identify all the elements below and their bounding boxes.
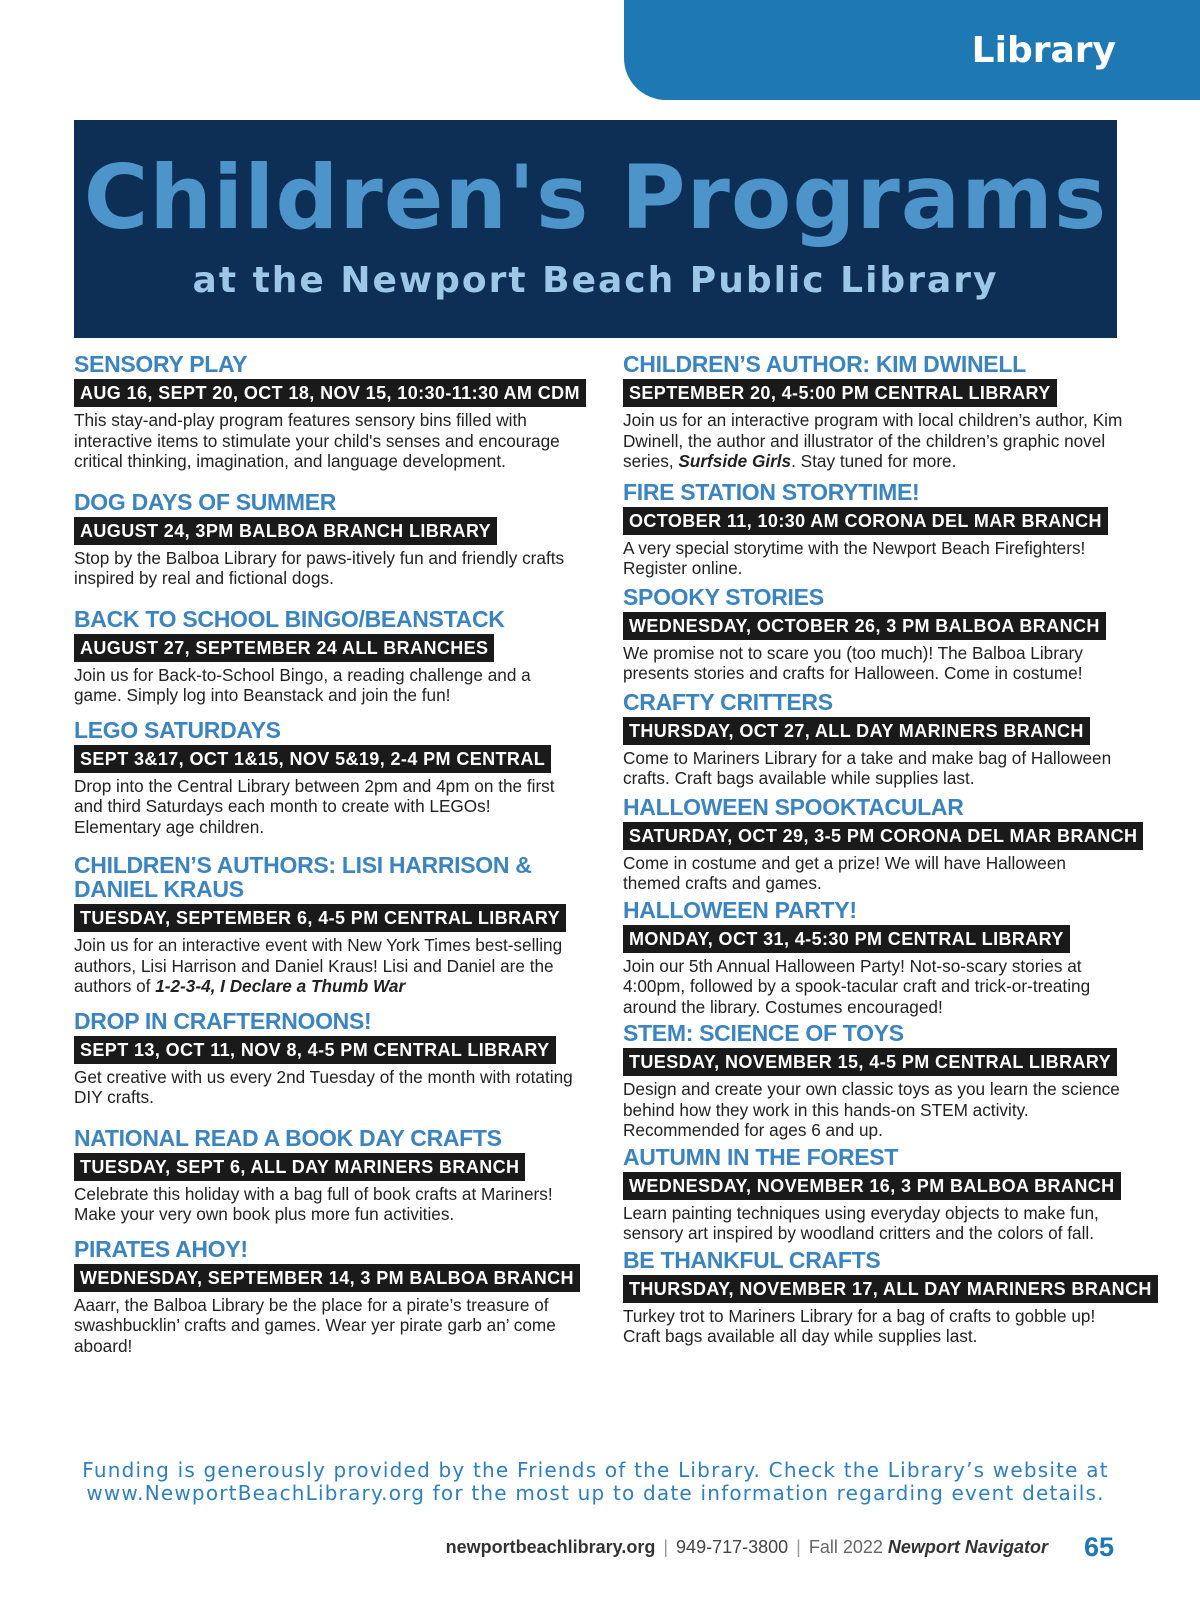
event-date-bar: AUG 16, SEPT 20, OCT 18, NOV 15, 10:30-11:30 AM CDM [74, 379, 586, 407]
event-description [623, 410, 1125, 472]
event-item [623, 1145, 1125, 1244]
event-description-tail: . Stay tuned for more. [791, 451, 957, 471]
event-item [74, 718, 576, 838]
footer-website[interactable]: newportbeachlibrary.org [445, 1537, 656, 1557]
event-description [623, 748, 1125, 789]
event-date-bar: WEDNESDAY, OCTOBER 26, 3 PM BALBOA BRANCH [623, 612, 1106, 640]
event-item [74, 1237, 576, 1357]
event-description [74, 665, 576, 706]
event-item [623, 1021, 1125, 1141]
event-date-bar: AUGUST 24, 3PM BALBOA BRANCH LIBRARY [74, 517, 497, 545]
event-description-text: Come in costume and get a prize! We will have Halloween themed crafts and games. [623, 852, 1066, 893]
event-date-bar: THURSDAY, OCT 27, ALL DAY MARINERS BRANCH [623, 717, 1090, 745]
event-item [74, 853, 576, 997]
event-description [623, 853, 1125, 894]
event-description-text: A very special storytime with the Newport Beach Firefighters! Register online. [623, 537, 1086, 578]
event-item [74, 607, 576, 706]
event-item [74, 1126, 576, 1225]
event-date-bar: WEDNESDAY, NOVEMBER 16, 3 PM BALBOA BRANCH [623, 1172, 1121, 1200]
event-description-text: Aaarr, the Balboa Library be the place for a pirate’s treasure of swashbucklin’ crafts and games. Wear yer pirate garb an’ come aboard! [74, 1294, 556, 1356]
event-item [623, 585, 1125, 684]
event-title-emphasis: 1-2-3-4, I Declare a Thumb War [155, 976, 406, 996]
event-description [74, 935, 576, 997]
event-description-text: Design and create your own classic toys as you learn the science behind how they work in this hands-on STEM activity. Recommended for ages 6 and up. [623, 1079, 1120, 1140]
event-description [623, 538, 1125, 579]
event-item [74, 1009, 576, 1108]
event-description [74, 1184, 576, 1225]
event-description-text: Stop by the Balboa Library for paws-itively fun and friendly crafts inspired by real and fictional dogs. [74, 547, 565, 588]
event-description-text: Turkey trot to Mariners Library for a bag of crafts to gobble up! Craft bags available all day while supplies last. [623, 1305, 1096, 1346]
event-item [623, 480, 1125, 579]
section-label: Library [971, 30, 1116, 71]
page-number: 65 [1083, 1532, 1114, 1562]
event-description [74, 548, 576, 589]
event-description [74, 410, 576, 472]
event-item [623, 793, 1138, 894]
event-date-bar: TUESDAY, NOVEMBER 15, 4-5 PM CENTRAL LIBRARY [623, 1048, 1117, 1076]
event-title: DOG DAYS OF SUMMER [74, 488, 337, 515]
event-title: AUTUMN IN THE FOREST [623, 1143, 899, 1170]
event-description [74, 776, 576, 838]
event-title: STEM: SCIENCE OF TOYS [623, 1020, 904, 1046]
section-tab [624, 0, 1200, 100]
footer-season: Fall 2022 [808, 1537, 883, 1557]
event-description [623, 956, 1125, 1018]
event-description-text: Celebrate this holiday with a bag full of book crafts at Mariners! Make your very own book plus more fun activities. [74, 1183, 553, 1224]
banner-subtitle: at the Newport Beach Public Library [192, 260, 999, 301]
event-description-text: Get creative with us every 2nd Tuesday of the month with rotating DIY crafts. [74, 1066, 573, 1107]
event-item [623, 898, 1125, 1018]
event-description-text: Join us for an interactive program with local children’s author, Kim Dwinell, the author and illustrator of the children’s graphic novel series, [623, 410, 1123, 471]
event-date-bar: MONDAY, OCT 31, 4-5:30 PM CENTRAL LIBRARY [623, 925, 1070, 953]
right-column [623, 351, 1152, 1347]
left-column [74, 351, 580, 1356]
event-description [623, 1079, 1125, 1141]
event-date-bar: SEPTEMBER 20, 4-5:00 PM CENTRAL LIBRARY [623, 379, 1057, 407]
funding-note: Funding is generously provided by the Friends of the Library. Check the Library’s website at www.NewportBeachLibrary.org for the most up to date information regarding event details. [82, 1458, 1109, 1505]
event-description [74, 1295, 576, 1357]
event-description-text: Join us for an interactive event with New York Times best-selling authors, Lisi Harrison and Daniel Kraus! Lisi and Daniel are the authors of [74, 935, 563, 996]
event-title: CHILDREN’S AUTHORS: LISI HARRISON & DANIEL KRAUS [74, 852, 532, 902]
event-date-bar: TUESDAY, SEPT 6, ALL DAY MARINERS BRANCH [74, 1153, 525, 1181]
event-title-emphasis: Surfside Girls [678, 451, 792, 471]
footer-phone: 949-717-3800 [676, 1537, 789, 1557]
event-title: SENSORY PLAY [74, 351, 248, 377]
event-description [623, 643, 1125, 684]
event-date-bar: OCTOBER 11, 10:30 AM CORONA DEL MAR BRANCH [623, 507, 1108, 535]
event-title: SPOOKY STORIES [623, 583, 824, 610]
event-date-bar: AUGUST 27, SEPTEMBER 24 ALL BRANCHES [74, 634, 494, 662]
event-description-text: This stay-and-play program features sensory bins filled with interactive items to stimulate your child's senses and encourage critical thinking, imagination, and language development. [74, 410, 560, 471]
event-title: CRAFTY CRITTERS [623, 688, 833, 715]
event-item [623, 1246, 1152, 1347]
event-title: PIRATES AHOY! [74, 1235, 248, 1262]
event-title: HALLOWEEN PARTY! [623, 896, 857, 923]
banner-title: Children's Programs [83, 146, 1108, 249]
event-title: DROP IN CRAFTERNOONS! [74, 1007, 372, 1034]
event-item [74, 490, 576, 589]
event-item [623, 690, 1125, 789]
footer-magazine: Newport Navigator [887, 1537, 1048, 1557]
event-description-text: Come to Mariners Library for a take and make bag of Halloween crafts. Craft bags available while supplies last. [623, 747, 1112, 788]
event-title: HALLOWEEN SPOOKTACULAR [623, 793, 964, 820]
event-description-text: Join our 5th Annual Halloween Party! Not-so-scary stories at 4:00pm, followed by a spook-tacular craft and trick-or-treating around the library. Costumes encouraged! [623, 955, 1091, 1017]
event-title: LEGO SATURDAYS [74, 716, 281, 743]
event-description-text: Join us for Back-to-School Bingo, a reading challenge and a game. Simply log into Beanstack and join the fun! [74, 664, 531, 705]
event-date-bar: TUESDAY, SEPTEMBER 6, 4-5 PM CENTRAL LIBRARY [74, 904, 566, 932]
event-description-text: Drop into the Central Library between 2pm and 4pm on the first and third Saturdays each month to create with LEGOs! Elementary age children. [74, 775, 555, 837]
event-title: FIRE STATION STORYTIME! [623, 478, 920, 505]
event-title: NATIONAL READ A BOOK DAY CRAFTS [74, 1124, 502, 1151]
event-description [74, 1067, 576, 1108]
event-title: BE THANKFUL CRAFTS [623, 1246, 881, 1273]
event-date-bar: THURSDAY, NOVEMBER 17, ALL DAY MARINERS BRANCH [623, 1275, 1158, 1303]
event-title: CHILDREN’S AUTHOR: KIM DWINELL [623, 351, 1026, 377]
event-description-text: We promise not to scare you (too much)! The Balboa Library presents stories and crafts for Halloween. Come in costume! [623, 642, 1083, 683]
event-date-bar: WEDNESDAY, SEPTEMBER 14, 3 PM BALBOA BRANCH [74, 1264, 580, 1292]
event-item [623, 352, 1125, 472]
event-description-text: Learn painting techniques using everyday objects to make fun, sensory art inspired by woodland critters and the colors of fall. [623, 1202, 1099, 1243]
event-date-bar: SATURDAY, OCT 29, 3-5 PM CORONA DEL MAR BRANCH [623, 822, 1143, 850]
event-description [623, 1203, 1125, 1244]
event-description [623, 1306, 1125, 1347]
event-date-bar: SEPT 3&17, OCT 1&15, NOV 5&19, 2-4 PM CENTRAL [74, 745, 551, 773]
header-banner [74, 120, 1117, 338]
event-title: BACK TO SCHOOL BINGO/BEANSTACK [74, 605, 505, 632]
event-item [74, 351, 580, 472]
event-date-bar: SEPT 13, OCT 11, NOV 8, 4-5 PM CENTRAL LIBRARY [74, 1036, 556, 1064]
page-footer: newportbeachlibrary.org | 949-717-3800 | Fall 2022 Newport Navigator 65 [445, 1532, 1114, 1562]
